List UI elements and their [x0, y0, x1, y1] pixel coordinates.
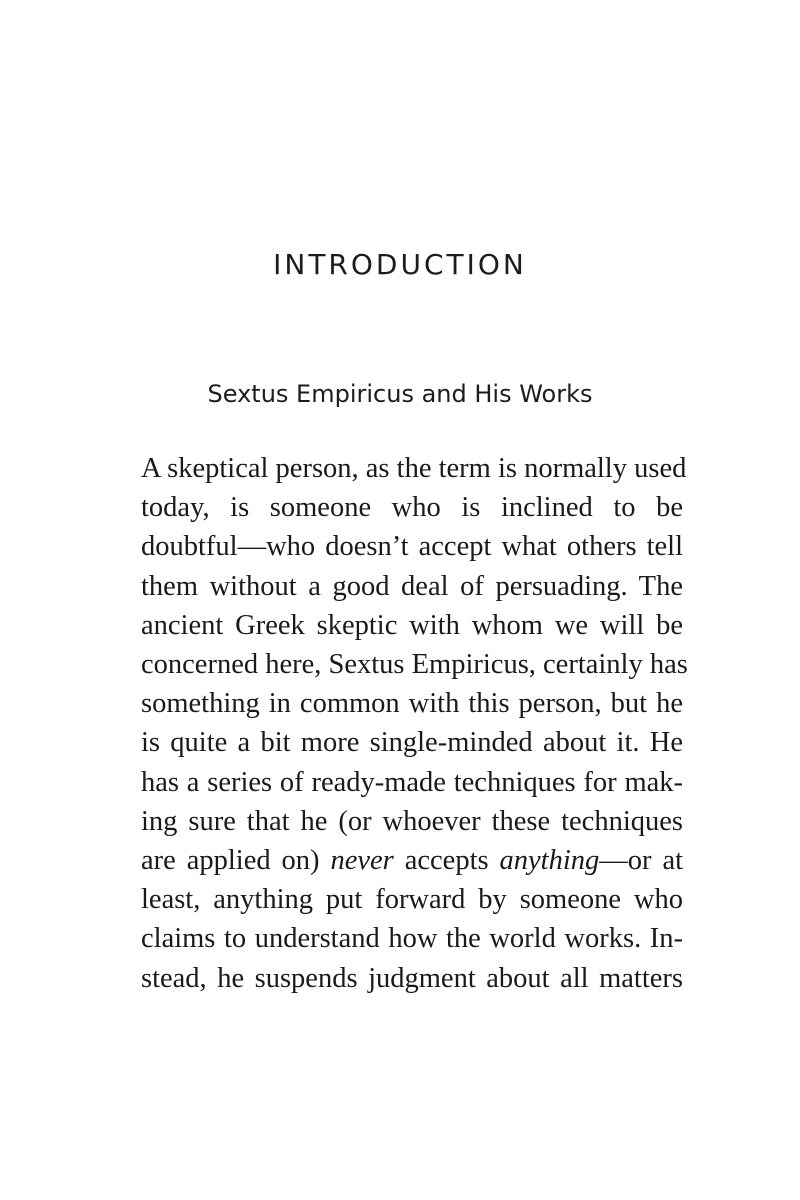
paragraph-line: is quite a bit more single-minded about it. He [141, 727, 683, 759]
paragraph-line: concerned here, Sextus Empiricus, certainly has [141, 649, 688, 681]
body-paragraph [141, 449, 688, 998]
paragraph-line: ing sure that he (or whoever these techniques [141, 805, 683, 837]
chapter-title: INTRODUCTION [273, 248, 527, 281]
paragraph-line: ancient Greek skeptic with whom we will be [141, 609, 683, 641]
section-title: Sextus Empiricus and His Works [207, 380, 593, 408]
paragraph-line: today, is someone who is inclined to be [141, 492, 683, 524]
paragraph-line: has a series of ready-made techniques for mak- [141, 766, 683, 798]
paragraph-line: A skeptical person, as the term is normally used [141, 453, 687, 484]
paragraph-line: least, anything put forward by someone who [141, 884, 683, 916]
paragraph-line-with-italics [141, 841, 683, 880]
italic-anything: anything [499, 845, 600, 877]
text-segment: are applied on) [141, 845, 331, 877]
paragraph-line: doubtful—who doesn’t accept what others tell [141, 531, 683, 563]
paragraph-line: claims to understand how the world works. In- [141, 923, 683, 955]
italic-never: never [330, 845, 394, 877]
text-segment: accepts [393, 845, 500, 877]
paragraph-line: something in common with this person, but he [141, 688, 683, 720]
paragraph-line: them without a good deal of persuading. The [141, 570, 683, 602]
text-segment: —or at [599, 845, 684, 877]
paragraph-line: stead, he suspends judgment about all matters [141, 962, 683, 994]
